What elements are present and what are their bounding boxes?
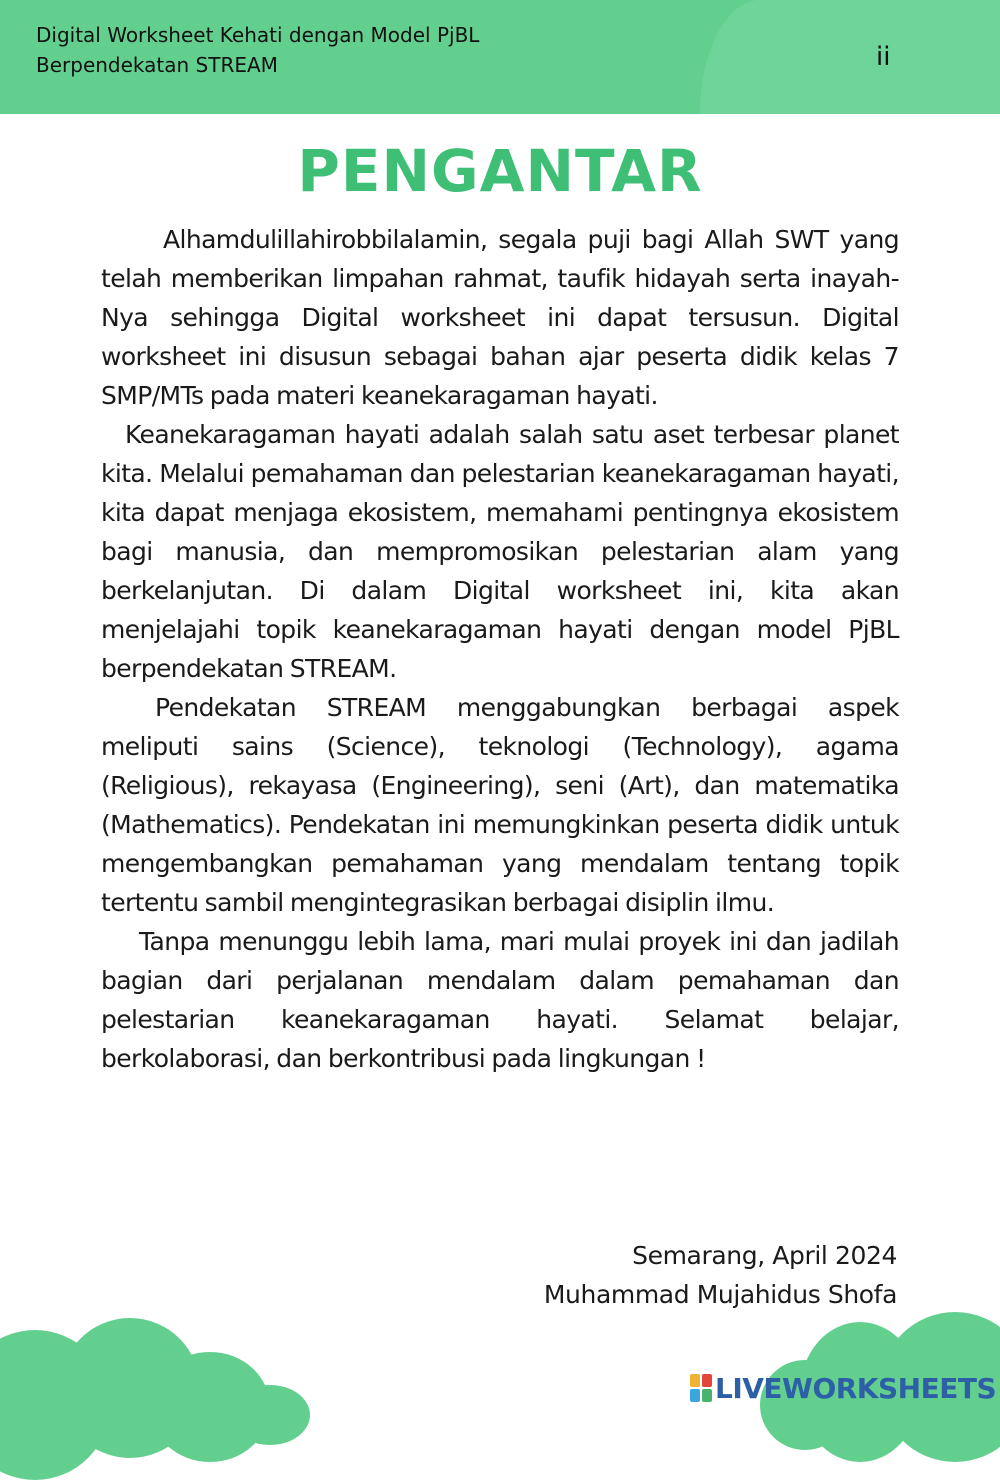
document-title-line-2: Berpendekatan STREAM [36,53,278,77]
paragraph-3: Pendekatan STREAM menggabungkan berbagai aspek meliputi sains (Science), teknologi (Technology), agama (Religious), rekayasa (Engineering), seni (Art), dan matematika (Mathematics). Pendekatan ini memungkinkan peserta didik untuk mengembangkan pemahaman yang mendalam tentang topik tertentu sambil mengintegrasikan berbagai disiplin ilmu. [101,693,899,917]
liveworksheets-logo[interactable] [690,1370,996,1406]
page-number: ii [876,42,891,72]
document-title-line-1: Digital Worksheet Kehati dengan Model PjBL [36,23,480,47]
signature-place-date: Semarang, April 2024 [632,1241,897,1270]
signature-block [460,1236,897,1314]
paragraph-1: Alhamdulillahirobbilalamin, segala puji bagi Allah SWT yang telah memberikan limpahan rahmat, taufik hidayah serta inayah-Nya sehingga Digital worksheet ini dapat tersusun. Digital worksheet ini disusun sebagai bahan ajar peserta didik kelas 7 SMP/MTs pada materi keanekaragaman hayati. [101,225,899,410]
signature-author: Muhammad Mujahidus Shofa [543,1280,897,1309]
liveworksheets-logo-icon [690,1374,712,1402]
foreword-body [101,220,899,1078]
liveworksheets-logo-text: LIVEWORKSHEETS [715,1371,997,1405]
paragraph-4: Tanpa menunggu lebih lama, mari mulai proyek ini dan jadilah bagian dari perjalanan mendalam dalam pemahaman dan pelestarian keanekaragaman hayati. Selamat belajar, berkolaborasi, dan berkontribusi pada lingkungan ! [101,927,899,1073]
document-title [36,20,556,80]
header-decoration [700,0,1000,114]
paragraph-2: Keanekaragaman hayati adalah salah satu aset terbesar planet kita. Melalui pemahaman dan pelestarian keanekaragaman hayati, kita dapat menjaga ekosistem, memahami pentingnya ekosistem bagi manusia, dan mempromosikan pelestarian alam yang berkelanjutan. Di dalam Digital worksheet ini, kita akan menjelajahi topik keanekaragaman hayati dengan model PjBL berpendekatan STREAM. [101,420,899,683]
page-heading: PENGANTAR [297,137,703,205]
